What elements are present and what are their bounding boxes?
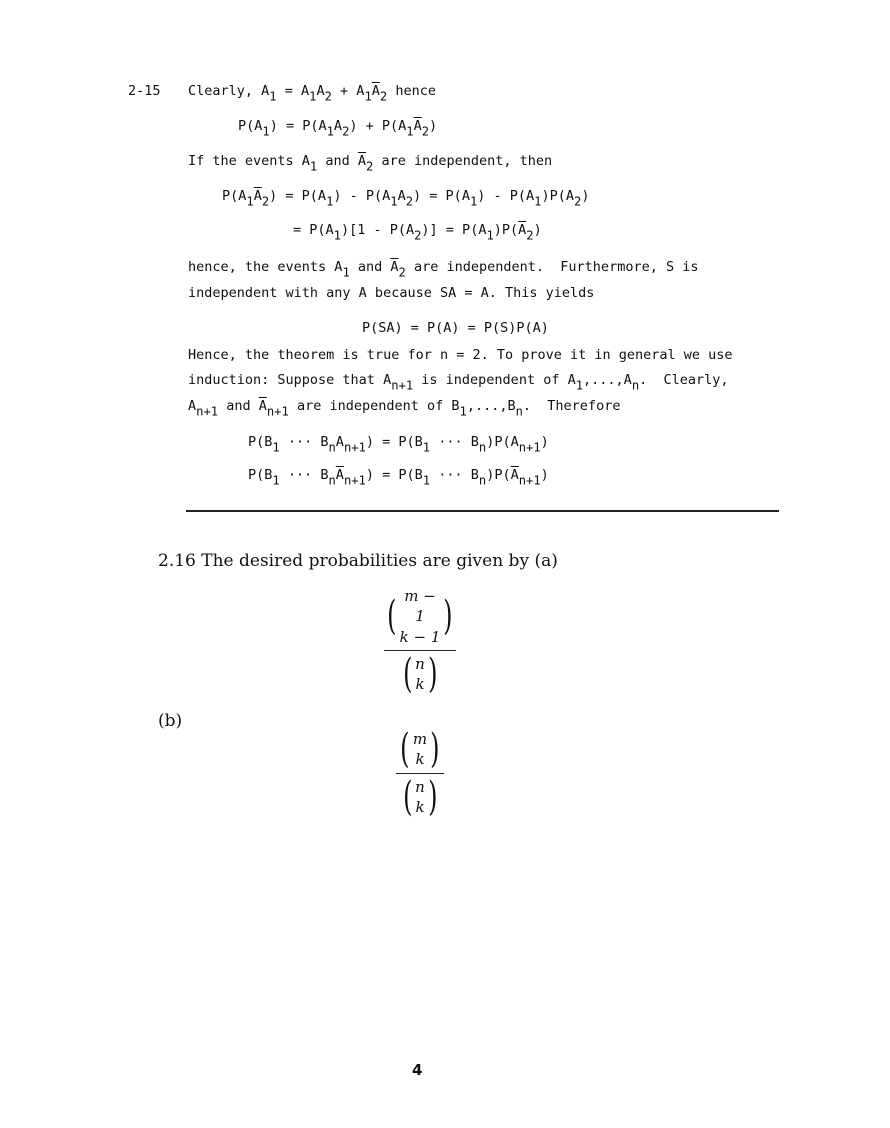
line-11: $A_{n+1}$ and $\overline{A}_{n+1}$ are independent of $B_1,...,B_n$. Therefore (188, 398, 621, 419)
binom-n-k-b: ( n k ) (402, 773, 438, 820)
problem-number: 2-15 (128, 83, 161, 99)
part-b-label: (b) (158, 711, 183, 731)
page-number: 4 (412, 1061, 423, 1079)
binom-m-1-k-1: ( m − 1 k − 1 ) (387, 587, 453, 646)
problem-2-16-intro: 2.16 The desired probabilities are given by (a) (158, 551, 558, 571)
line-2: $P(A_1) = P(A_1A_2) + P(A_1\overline{A}_2)$ (238, 118, 438, 139)
line-3: If the events $A_1$ and $\overline{A}_2$ are independent, then (188, 153, 553, 174)
section-divider (186, 510, 779, 512)
line-6: hence, the events $A_1$ and $\overline{A}_2$ are independent. Furthermore, S is (188, 259, 699, 280)
fraction-b (396, 726, 444, 820)
binom-m-k: ( m k ) (400, 726, 440, 773)
fraction-a (384, 586, 456, 697)
binom-n-k: ( n k ) (402, 651, 438, 697)
line-10: induction: Suppose that $A_{n+1}$ is independent of $A_1,...,A_n$. Clearly, (188, 372, 729, 393)
line-4: $P(A_1\overline{A}_2) = P(A_1) - P(A_1A_2) = P(A_1) - P(A_1)P(A_2)$ (222, 188, 590, 209)
line-7: independent with any A because SA = A. This yields (188, 285, 595, 301)
line-9: Hence, the theorem is true for n = 2. To prove it in general we use (188, 347, 733, 363)
line-5: = $P(A_1)[1 - P(A_2)] = P(A_1)P(\overline{A}_2)$ (293, 222, 542, 243)
line-1: Clearly, $A_1 = A_1A_2 + A_1\overline{A}_2$ hence (188, 83, 436, 104)
line-13: $P(B_1$ ··· $B_n\overline{A}_{n+1}) = P(B_1$ ··· $B_n)P(\overline{A}_{n+1})$ (248, 467, 549, 488)
line-12: $P(B_1$ ··· $B_nA_{n+1}) = P(B_1$ ··· $B_n)P(A_{n+1})$ (248, 434, 549, 455)
line-8: P(SA) = P(A) = P(S)P(A) (362, 320, 549, 336)
